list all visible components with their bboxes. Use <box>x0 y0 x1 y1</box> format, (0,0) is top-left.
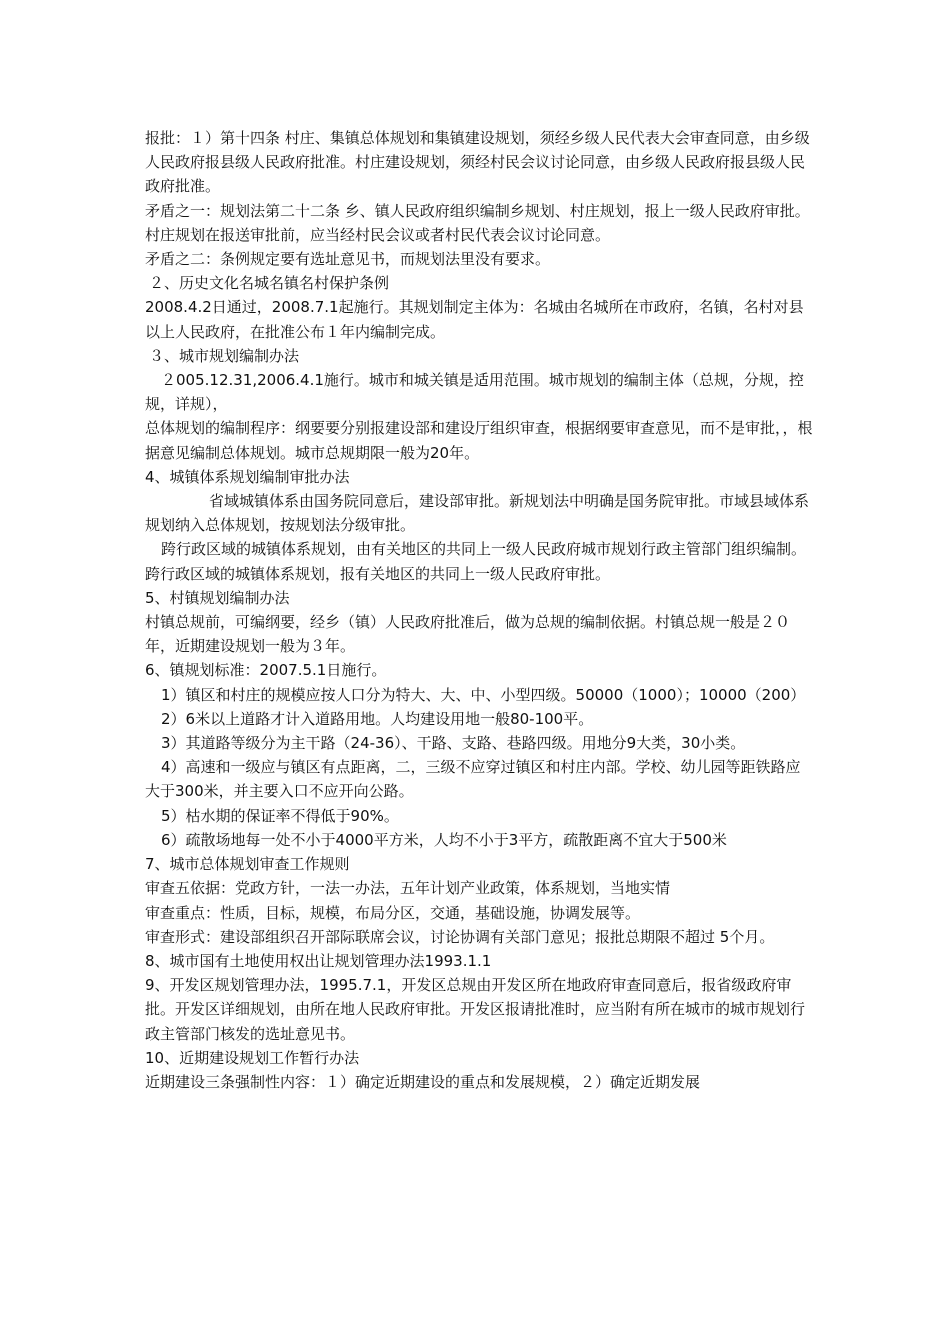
paragraph: 村镇总规前，可编纲要，经乡（镇）人民政府批准后，做为总规的编制依据。村镇总规一般是２０年，近期建设规划一般为３年。 <box>145 613 791 656</box>
section-heading: 10、近期建设规划工作暂行办法 <box>145 1048 360 1067</box>
list-item: 5）枯水期的保证率不得低于90%。 <box>161 806 399 825</box>
section-heading: 4、城镇体系规划编制审批办法 <box>145 467 350 486</box>
list-item: 2）6米以上道路才计入道路用地。人均建设用地一般80-100平。 <box>161 709 594 728</box>
document-body <box>145 126 813 1094</box>
paragraph: 近期建设三条强制性内容：１）确定近期建设的重点和发展规模，２）确定近期发展 <box>145 1072 701 1091</box>
paragraph: 9、开发区规划管理办法，1995.7.1，开发区总规由开发区所在地政府审查同意后，报省级政府审批。开发区详细规划，由所在地人民政府审批。开发区报请批准时，应当附有所在城市的城市规划行政主管部门核发的选址意见书。 <box>145 976 806 1043</box>
section-heading: 7、城市总体规划审查工作规则 <box>145 855 350 874</box>
paragraph: 审查重点：性质，目标，规模，布局分区，交通，基础设施，协调发展等。 <box>145 903 641 922</box>
section-heading: ２、历史文化名城名镇名村保护条例 <box>149 274 390 293</box>
paragraph: 跨行政区域的城镇体系规划，由有关地区的共同上一级人民政府城市规划行政主管部门组织编制。跨行政区域的城镇体系规划，报有关地区的共同上一级人民政府审批。 <box>145 540 807 583</box>
paragraph: 报批：１）第十四条 村庄、集镇总体规划和集镇建设规划，须经乡级人民代表大会审查同意，由乡级人民政府报县级人民政府批准。村庄建设规划，须经村民会议讨论同意，由乡级人民政府报县级人民政府批准。 <box>145 129 810 196</box>
paragraph: 总体规划的编制程序：纲要要分别报建设部和建设厅组织审查，根据纲要审查意见，而不是审批，，根据意见编制总体规划。城市总规期限一般为20年。 <box>145 419 813 462</box>
paragraph: 矛盾之二：条例规定要有选址意见书，而规划法里没有要求。 <box>145 250 551 269</box>
paragraph: 省域城镇体系由国务院同意后，建设部审批。新规划法中明确是国务院审批。市域县域体系规划纳入总体规划，按规划法分级审批。 <box>145 492 810 535</box>
paragraph: 审查形式：建设部组织召开部际联席会议，讨论协调有关部门意见；报批总期限不超过 5个月。 <box>145 927 775 946</box>
section-heading: 5、村镇规划编制办法 <box>145 588 290 607</box>
list-item: 6）疏散场地每一处不小于4000平方米，人均不小于3平方，疏散距离不宜大于500米 <box>161 830 727 849</box>
list-item: 3）其道路等级分为主干路（24-36）、干路、支路、巷路四级。用地分9大类，30小类。 <box>161 734 746 753</box>
paragraph: 2008.4.2日通过，2008.7.1起施行。其规划制定主体为：名城由名城所在市政府，名镇，名村对县以上人民政府，在批准公布１年内编制完成。 <box>145 298 804 341</box>
paragraph: 审查五依据：党政方针，一法一办法，五年计划产业政策，体系规划，当地实情 <box>145 879 671 898</box>
section-heading: 8、城市国有土地使用权出让规划管理办法1993.1.1 <box>145 951 492 970</box>
list-item: 4）高速和一级应与镇区有点距离，二，三级不应穿过镇区和村庄内部。学校、幼儿园等距铁路应大于300米，并主要入口不应开向公路。 <box>145 758 801 801</box>
section-heading: 6、镇规划标准：2007.5.1日施行。 <box>145 661 387 680</box>
paragraph: ２005.12.31,2006.4.1施行。城市和城关镇是适用范围。城市规划的编制主体（总规，分规，控规，详规）， <box>145 371 804 414</box>
paragraph: 矛盾之一：规划法第二十二条 乡、镇人民政府组织编制乡规划、村庄规划，报上一级人民政府审批。村庄规划在报送审批前，应当经村民会议或者村民代表会议讨论同意。 <box>145 201 810 244</box>
section-heading: ３、城市规划编制办法 <box>149 346 300 365</box>
list-item: 1）镇区和村庄的规模应按人口分为特大、大、中、小型四级。50000（1000）；10000（200） <box>161 685 806 704</box>
